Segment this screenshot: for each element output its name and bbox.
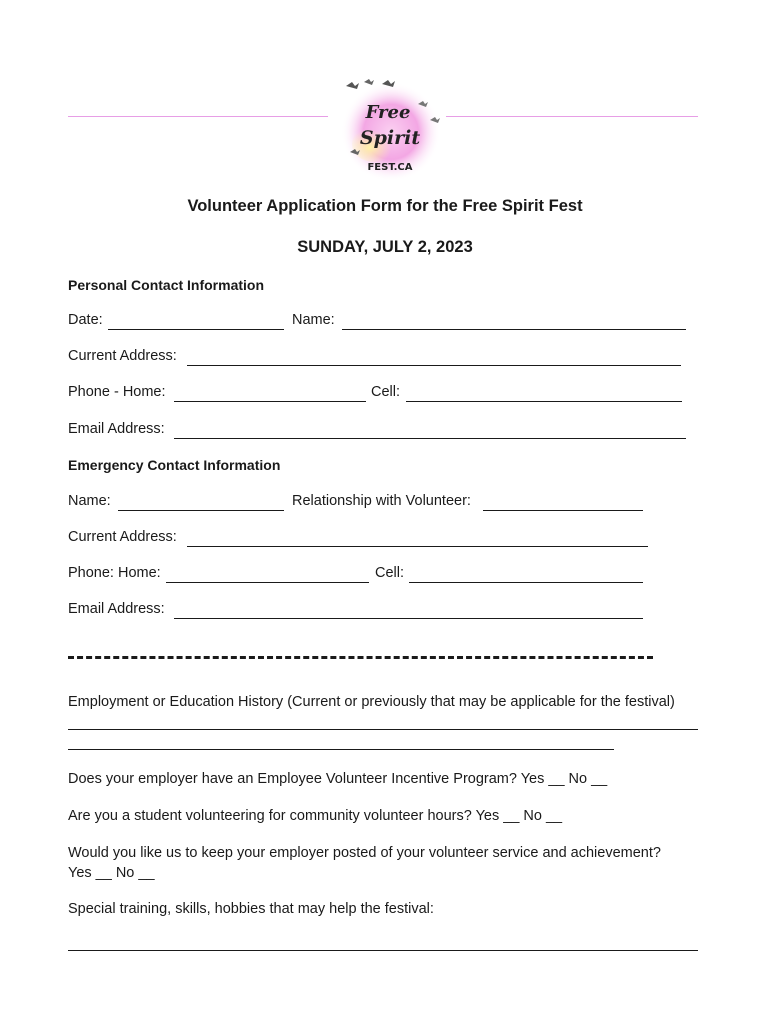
date-label: Date: (68, 312, 103, 328)
emergency-phone-row (68, 565, 688, 585)
phone-home-label: Phone - Home: (68, 384, 166, 400)
relationship-label: Relationship with Volunteer: (292, 493, 471, 509)
form-title: Volunteer Application Form for the Free Spirit Fest (187, 197, 583, 215)
free-spirit-fest-logo (336, 74, 446, 184)
event-date-heading: SUNDAY, JULY 2, 2023 (297, 238, 473, 256)
svg-text:FEST.CA: FEST.CA (367, 162, 413, 173)
emergency-cell-label: Cell: (375, 565, 405, 581)
emergency-contact-heading: Emergency Contact Information (68, 457, 281, 473)
employer-posted-answer: Yes __ No __ (68, 865, 155, 881)
personal-address-row (68, 348, 688, 368)
emergency-phone-home-label: Phone: Home: (68, 565, 161, 581)
employment-history-line-2[interactable] (68, 749, 614, 750)
emergency-name-label: Name: (68, 493, 111, 509)
name-label: Name: (292, 312, 335, 328)
emergency-name-row (68, 493, 688, 513)
employer-posted-question: Would you like us to keep your employer posted of your volunteer service and achievement? (68, 845, 661, 861)
phone-home-field[interactable] (174, 401, 366, 402)
section-divider (68, 656, 653, 659)
emergency-address-row (68, 529, 688, 549)
special-skills-prompt: Special training, skills, hobbies that may help the festival: (68, 901, 434, 917)
emergency-email-label: Email Address: (68, 601, 165, 617)
emergency-name-field[interactable] (118, 510, 284, 511)
emergency-address-label: Current Address: (68, 529, 177, 545)
cell-label: Cell: (371, 384, 401, 400)
svg-text:Spirit: Spirit (359, 127, 421, 149)
email-address-label: Email Address: (68, 421, 165, 437)
current-address-field[interactable] (187, 365, 681, 366)
employment-history-prompt: Employment or Education History (Current or previously that may be applicable for the festival) (68, 694, 675, 710)
svg-text:Free: Free (365, 102, 411, 123)
emergency-address-field[interactable] (187, 546, 648, 547)
relationship-field[interactable] (483, 510, 643, 511)
special-skills-line[interactable] (68, 950, 698, 951)
current-address-label: Current Address: (68, 348, 177, 364)
emergency-email-field[interactable] (174, 618, 643, 619)
personal-phone-row (68, 384, 688, 404)
cell-field[interactable] (406, 401, 682, 402)
personal-date-name-row (68, 312, 688, 332)
header-rule-left (68, 116, 328, 117)
header-rule-right (446, 116, 698, 117)
personal-email-row (68, 421, 688, 441)
employment-history-line-1[interactable] (68, 729, 698, 730)
email-address-field[interactable] (174, 438, 686, 439)
student-hours-question: Are you a student volunteering for community volunteer hours? Yes __ No __ (68, 808, 563, 824)
emergency-cell-field[interactable] (409, 582, 643, 583)
emergency-email-row (68, 601, 688, 621)
date-field[interactable] (108, 329, 284, 330)
personal-contact-heading: Personal Contact Information (68, 277, 265, 293)
name-field[interactable] (342, 329, 686, 330)
emergency-phone-home-field[interactable] (166, 582, 369, 583)
incentive-program-question: Does your employer have an Employee Volunteer Incentive Program? Yes __ No __ (68, 771, 608, 787)
